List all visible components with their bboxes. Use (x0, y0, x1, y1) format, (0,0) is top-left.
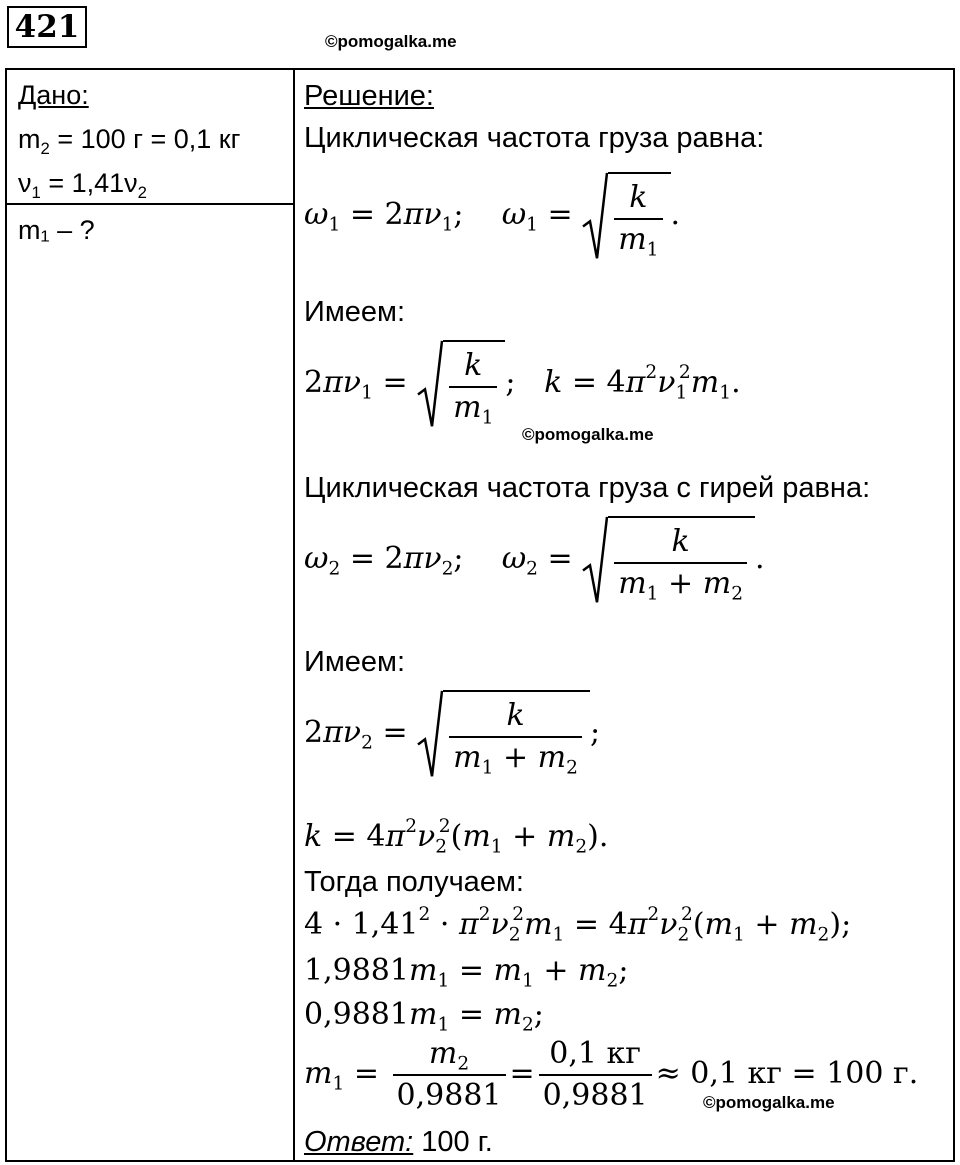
solution-have-2: Имеем: (304, 646, 406, 678)
solution-line-2: Циклическая частота груза с гирей равна: (304, 472, 871, 504)
given-mass: $m_2 = 100$ г = 0,1 кг (18, 124, 241, 158)
formula-omega1: $\omega_1 = 2\pi\nu_1$; $\omega_1$ = $\frac{k}{m_1}$ . (304, 172, 680, 260)
formula-k-from-nu1: $2\pi\nu_1$ = $\frac{k}{m_1}$ ; $k = 4\pi^2\nu_1^2m_1$. (304, 340, 741, 428)
formula-step-2: $0,9881m_1 = m_2$; (304, 997, 544, 1036)
formula-result: $m_1$ = $\frac{m_2}{0,9881}$ = $\frac{0,1 кг}{0,9881}$ ≈ 0,1 кг = 100 г. (304, 1034, 918, 1116)
given-divider (5, 203, 295, 205)
formula-step-1: $1,9881m_1 = m_1 + m_2$; (304, 953, 629, 992)
formula-nu2-sqrt: $2\pi\nu_2$ = $\frac{k}{m_1 + m_2}$ ; (304, 690, 600, 778)
solution-have-1: Имеем: (304, 296, 406, 328)
given-frequency: $\nu_1 = 1,41\nu_2$ (18, 168, 147, 202)
given-find: m₁ – ? (18, 215, 95, 245)
solution-line-1: Циклическая частота груза равна: (304, 122, 765, 154)
answer-value: 100 г. (413, 1126, 493, 1158)
column-divider (293, 68, 295, 1162)
watermark-bottom: ©pomogalka.me (703, 1093, 835, 1112)
watermark-middle: ©pomogalka.me (522, 425, 654, 444)
formula-equation: $4 \cdot 1,41^2 \cdot \pi^2\nu_2^2m_1 = 4\pi^2\nu_2^2(m_1 + m_2)$; (304, 904, 852, 946)
solution-then: Тогда получаем: (304, 866, 524, 898)
solution-heading: Решение: (304, 80, 434, 112)
formula-omega2: $\omega_2 = 2\pi\nu_2$; $\omega_2$ = $\frac{k}{m_1 + m_2}$ . (304, 516, 765, 604)
watermark-top: ©pomogalka.me (325, 32, 457, 51)
problem-number: 421 (7, 6, 87, 48)
formula-k-from-nu2: $k = 4\pi^2\nu_2^2(m_1 + m_2)$. (304, 816, 609, 858)
answer (304, 1124, 493, 1160)
given-heading: Дано: (18, 80, 89, 110)
answer-label: Ответ: (304, 1126, 414, 1158)
